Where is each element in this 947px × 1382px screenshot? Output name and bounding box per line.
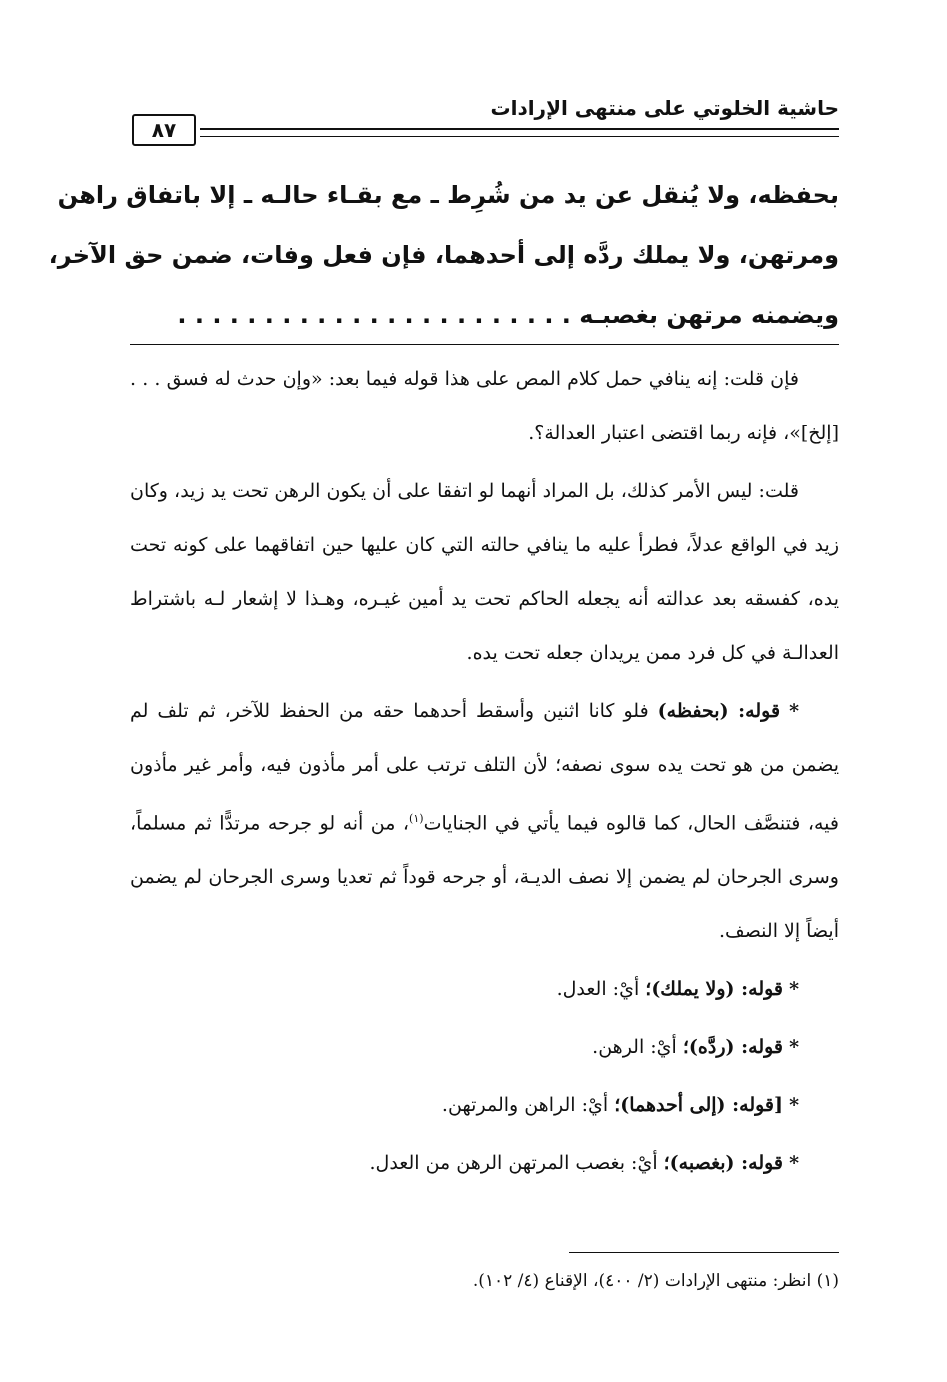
matn-line-2: ومرتهن، ولا يملك ردَّه إلى أحدهما، فإن فعل وفات، ضمن حق الآخر، (48, 241, 839, 269)
paragraph-bihifzihi (130, 684, 839, 958)
footnote-rule (569, 1252, 839, 1253)
qawluhu-lead: قوله: (بغصبه)؛ (663, 1152, 784, 1175)
paragraph-text: أيْ: بغصب المرتهن الرهن من العدل. (369, 1152, 658, 1175)
matn-line-1: بحفظه، ولا يُنقل عن يد من شُرِط ـ مع بقـاء حالـه ـ إلا باتفاق راهن (57, 181, 839, 209)
paragraph-text: أيْ: الراهن والمرتهن. (441, 1094, 609, 1117)
star-marker: * (789, 1036, 799, 1059)
star-marker: * (789, 1094, 799, 1117)
qawluhu-lead: قوله: (ولا يملك)؛ (645, 978, 784, 1001)
star-marker: * (789, 1152, 799, 1175)
matn-text (48, 165, 839, 345)
paragraph-text: أيْ: العدل. (556, 978, 640, 1001)
paragraph-text: فلو كانا اثنين وأسقط أحدهما حقه من الحفظ للآخر، ثم تلف لم يضمن من هو تحت يده سوى نصفه؛ لأن التلف ترتب على أمر مأذون فيه، وأمر غير مأذون فيه، فتنصَّف الحال، كما قالوه فيما يأتي في الجنايات (130, 700, 839, 835)
qawluhu-lead: قوله: (بحفظه) (657, 700, 781, 722)
paragraph-bighasbihi (130, 1136, 839, 1190)
running-header: حاشية الخلوتي على منتهى الإرادات (490, 96, 839, 120)
paragraph-wala-yamliku (130, 962, 839, 1016)
qawluhu-lead: قوله: (ردَّه)؛ (682, 1036, 784, 1059)
matn-line-3-text: ويضمنه مرتهن بغصبـه (579, 301, 839, 329)
footnote-ref: (١) (409, 812, 424, 825)
header-rule (200, 128, 839, 137)
paragraph-ila-ahadihima (130, 1078, 839, 1132)
commentary (130, 352, 839, 1194)
paragraph-objection: فإن قلت: إنه ينافي حمل كلام المص على هذا قوله فيما بعد: «وإن حدث له فسق . . . [إلخ]»، فإنه ربما اقتضى اعتبار العدالة؟. (130, 368, 839, 444)
qawluhu-lead: [قوله: (إلى أحدهما)؛ (614, 1094, 784, 1117)
paragraph-raddahu (130, 1020, 839, 1074)
section-divider (130, 344, 839, 345)
footnote: (١) انظر: منتهى الإرادات (٢/ ٤٠٠)، الإقناع (٤/ ١٠٢). (472, 1271, 839, 1291)
matn-dots: . . . . . . . . . . . . . . . . . . . . . . . (177, 301, 571, 329)
star-marker: * (789, 700, 799, 722)
page-number: ٨٧ (132, 114, 196, 146)
star-marker: * (789, 978, 799, 1001)
paragraph-reply: قلت: ليس الأمر كذلك، بل المراد أنهما لو اتفقا على أن يكون الرهن تحت يد زيد، وكان زيد في الواقع عدلاً، فطرأ عليه ما ينافي حالته التي كان عليها حين اتفاقهما على كونه تحت يده، كفسقه بعد عدالته أنه يجعله الحاكم تحت يد أمين غيـره، وهـذا لا إشعار لـه باشتراط العدالـة في كل فرد ممن يريدان جعله تحت يده. (130, 480, 839, 664)
matn-line-3 (130, 285, 839, 345)
paragraph-text: ، من أنه لو جرحه مرتدًّا ثم مسلماً، وسرى الجرحان لم يضمن إلا نصف الديـة، أو جرحه قوداً ثم تعديا وسرى الجرحان لم يضمن أيضاً إلا النصف. (130, 812, 839, 943)
paragraph-text: أيْ: الرهن. (592, 1036, 677, 1059)
